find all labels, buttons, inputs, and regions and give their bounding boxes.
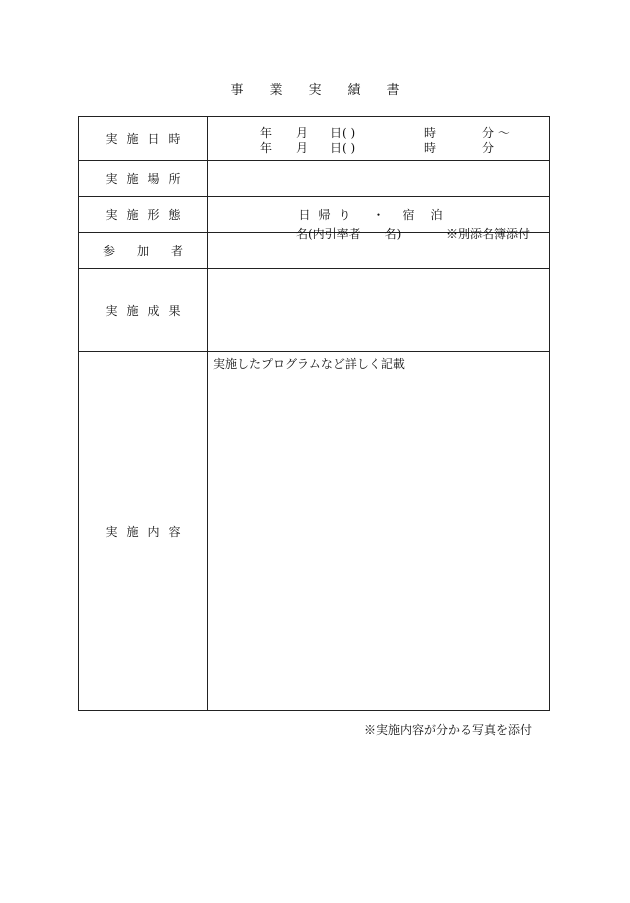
result-field[interactable]	[208, 269, 550, 352]
date-start-hour: 時	[424, 125, 437, 140]
content-hint: 実施したプログラムなど詳しく記載	[213, 357, 405, 371]
label-date: 実施日時	[79, 117, 208, 161]
content-field[interactable]	[208, 352, 550, 711]
date-end-day: 日( )	[330, 140, 356, 155]
date-end-hour: 時	[424, 140, 437, 155]
label-participants: 参加者	[79, 233, 208, 269]
date-start-minute: 分 〜	[482, 125, 510, 140]
date-start-year: 年	[260, 125, 273, 140]
option-overnight[interactable]: 宿泊	[402, 208, 459, 222]
date-end-month: 月	[296, 140, 309, 155]
place-field[interactable]	[208, 161, 550, 197]
row-participants	[79, 233, 550, 269]
date-field[interactable]	[208, 117, 550, 161]
date-end-line	[208, 139, 549, 154]
document-title: 事業実績書	[230, 83, 426, 98]
date-end-minute: 分	[482, 140, 495, 155]
date-start-day: 日( )	[330, 125, 356, 140]
participants-count: 名(内引率者 名)	[296, 227, 402, 241]
label-content: 実施内容	[79, 352, 208, 711]
option-day-trip[interactable]: 日帰り	[298, 208, 359, 222]
row-result	[79, 269, 550, 352]
label-result: 実施成果	[79, 269, 208, 352]
date-end-year: 年	[260, 140, 273, 155]
date-start-line	[208, 124, 549, 139]
option-separator: ・	[372, 208, 385, 222]
participants-note: ※別添名簿添付	[446, 227, 531, 241]
row-content	[79, 352, 550, 711]
row-date	[79, 117, 550, 161]
participants-field[interactable]	[208, 227, 550, 269]
photo-footnote: ※実施内容が分かる写真を添付	[364, 723, 533, 737]
label-form: 実施形態	[79, 197, 208, 233]
label-place: 実施場所	[79, 161, 208, 197]
date-start-month: 月	[296, 125, 309, 140]
row-place	[79, 161, 550, 197]
report-form-table	[78, 116, 550, 711]
